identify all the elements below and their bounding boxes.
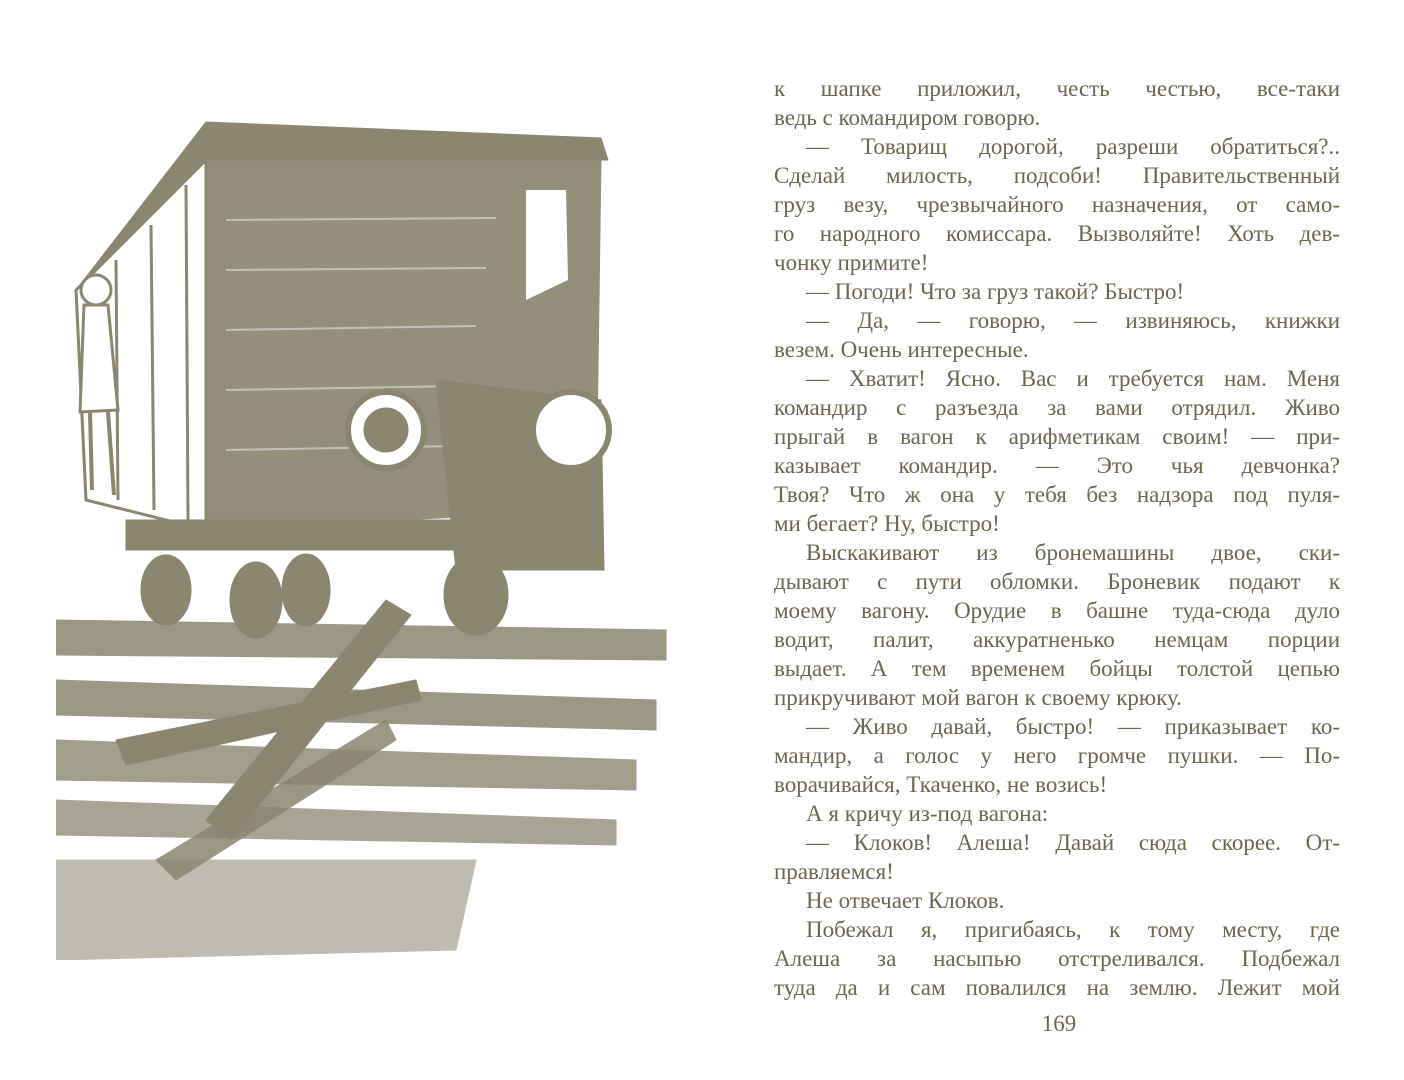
text-line: казывает командир. — Это чья девчонка? — [774, 453, 1340, 478]
text-line: Алеша за насыпью отстреливался. Подбежал — [774, 946, 1340, 971]
text-line: правляемся! — [774, 859, 894, 884]
text-line: туда да и сам повалился на землю. Лежит мой — [774, 975, 1340, 1000]
page-number-label: 169 — [1041, 1011, 1077, 1036]
text-line: — Товарищ дорогой, разреши обратиться?.. — [806, 134, 1340, 159]
illustration-drawing — [56, 100, 686, 960]
text-line: го народного комиссара. Вызволяйте! Хоть дев- — [774, 221, 1340, 246]
text-line: Выскакивают из бронемашины двое, ски- — [806, 540, 1340, 565]
text-line: командир с разъезда за вами отрядил. Живо — [774, 395, 1340, 420]
text-line: — Да, — говорю, — извиняюсь, книжки — [806, 308, 1340, 333]
text-line: к шапке приложил, честь честью, все-таки — [774, 76, 1340, 101]
text-line: ворачивайся, Ткаченко, не возись! — [774, 772, 1108, 797]
text-line: прыгай в вагон к арифметикам своим! — при- — [774, 424, 1340, 449]
text-line: — Хватит! Ясно. Вас и требуется нам. Меня — [806, 366, 1340, 391]
text-line: Не отвечает Клоков. — [806, 888, 1005, 913]
text-line: А я кричу из-под вагона: — [806, 801, 1049, 826]
text-line: выдает. А тем временем бойцы толстой цепью — [774, 656, 1340, 681]
embankment — [56, 860, 476, 960]
text-line: моему вагону. Орудие в башне туда-сюда дуло — [774, 598, 1340, 623]
text-line: везем. Очень интересные. — [774, 337, 1029, 362]
text-line: мандир, а голос у него громче пушки. — По- — [774, 743, 1340, 768]
text-line: чонку примите! — [774, 250, 929, 275]
text-line: водит, палит, аккуратненько немцам порции — [774, 627, 1340, 652]
illustration-train-wagon — [56, 100, 686, 960]
text-line: Твоя? Что ж она у тебя без надзора под пуля- — [774, 482, 1340, 507]
text-line: Побежал я, пригибаясь, к тому месту, где — [806, 917, 1340, 942]
text-page — [774, 74, 1340, 1002]
undercarriage — [126, 520, 476, 550]
text-line: ведь с командиром говорю. — [774, 105, 1041, 130]
text-line: — Погоди! Что за груз такой? Быстро! — [806, 279, 1185, 304]
text-line: ми бегает? Ну, быстро! — [774, 511, 1000, 536]
text-line: Сделай милость, подсоби! Правительственный — [774, 163, 1340, 188]
text-line: груз везу, чрезвычайного назначения, от само- — [774, 192, 1340, 217]
text-line: — Живо давай, быстро! — приказывает ко- — [806, 714, 1340, 739]
text-line: — Клоков! Алеша! Давай сюда скорее. От- — [806, 830, 1340, 855]
text-line: дывают с пути обломки. Броневик подают к — [774, 569, 1340, 594]
text-line: прикручивают мой вагон к своему крюку. — [774, 685, 1182, 710]
page-number — [0, 1011, 1404, 1037]
